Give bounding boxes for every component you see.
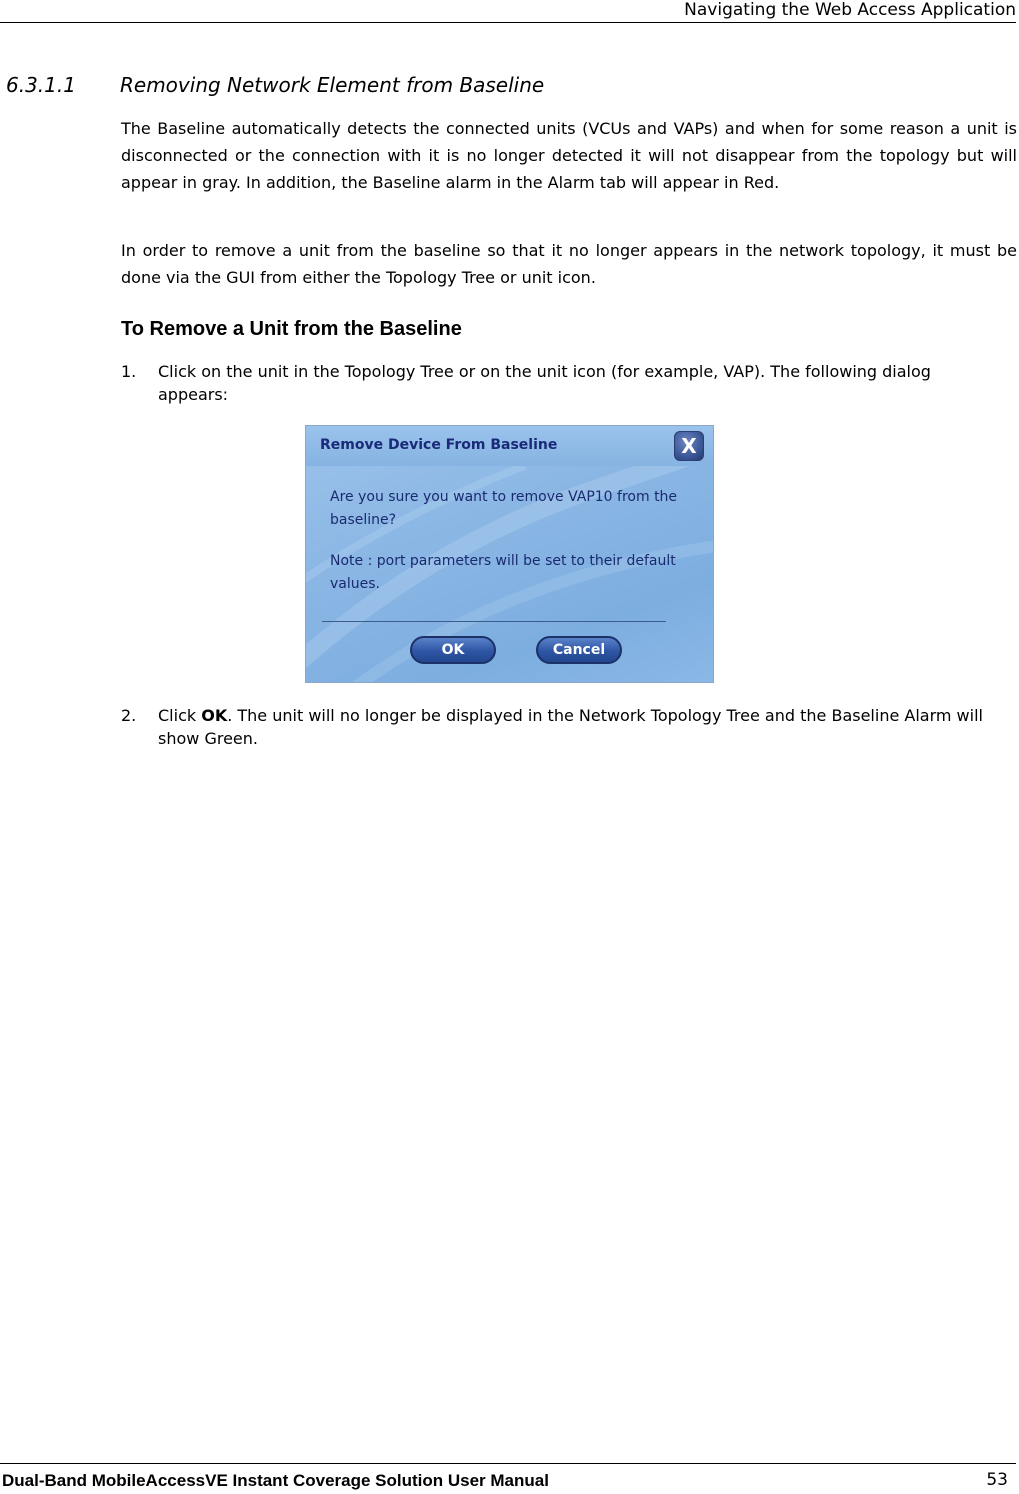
step-text: Click on the unit in the Topology Tree or on the unit icon (for example, VAP). The following dialog appears: — [158, 362, 931, 404]
cancel-button[interactable]: Cancel — [536, 636, 622, 664]
page-number: 53 — [986, 1470, 1008, 1490]
footer-manual-title: Dual-Band MobileAccessVE Instant Coverage Solution User Manual — [2, 1471, 549, 1490]
removal-paragraph: In order to remove a unit from the baseline so that it no longer appears in the network topology, it must be done via the GUI from either the Topology Tree or unit icon. — [121, 241, 1017, 287]
dialog-titlebar — [306, 426, 713, 466]
running-header — [0, 0, 1016, 23]
intro-paragraph: The Baseline automatically detects the connected units (VCUs and VAPs) and when for some reason a unit is disconnected or the connection with it is no longer detected it will not disappear from the topology but will appear in gray. In addition, the Baseline alarm in the Alarm tab will appear in Red. — [121, 119, 1017, 192]
step-number: 1. — [121, 362, 137, 381]
remove-device-dialog-figure — [305, 425, 714, 683]
dialog-note: Note : port parameters will be set to their default values. — [330, 553, 676, 592]
section-number: 6.3.1.1 — [6, 73, 76, 97]
dialog-separator — [322, 621, 666, 622]
step-text-pre: Click — [158, 706, 202, 725]
section-title: Removing Network Element from Baseline — [120, 73, 545, 97]
dialog-title: Remove Device From Baseline — [320, 437, 558, 453]
step-text-post: . The unit will no longer be displayed in the Network Topology Tree and the Baseline Alarm will show Green. — [158, 706, 983, 748]
ok-button[interactable]: OK — [410, 636, 496, 664]
step-text — [158, 704, 1001, 750]
footer-rule — [0, 1463, 1016, 1464]
procedure-step-2 — [121, 704, 1001, 750]
running-header-title: Navigating the Web Access Application — [684, 0, 1016, 20]
step-number: 2. — [121, 706, 137, 725]
procedure-heading: To Remove a Unit from the Baseline — [121, 318, 462, 340]
section-heading — [6, 72, 1006, 98]
step-text-bold: OK — [201, 706, 228, 725]
close-icon[interactable]: X — [674, 431, 704, 461]
dialog-question: Are you sure you want to remove VAP10 from the baseline? — [330, 489, 678, 528]
procedure-step-1 — [121, 360, 1001, 406]
